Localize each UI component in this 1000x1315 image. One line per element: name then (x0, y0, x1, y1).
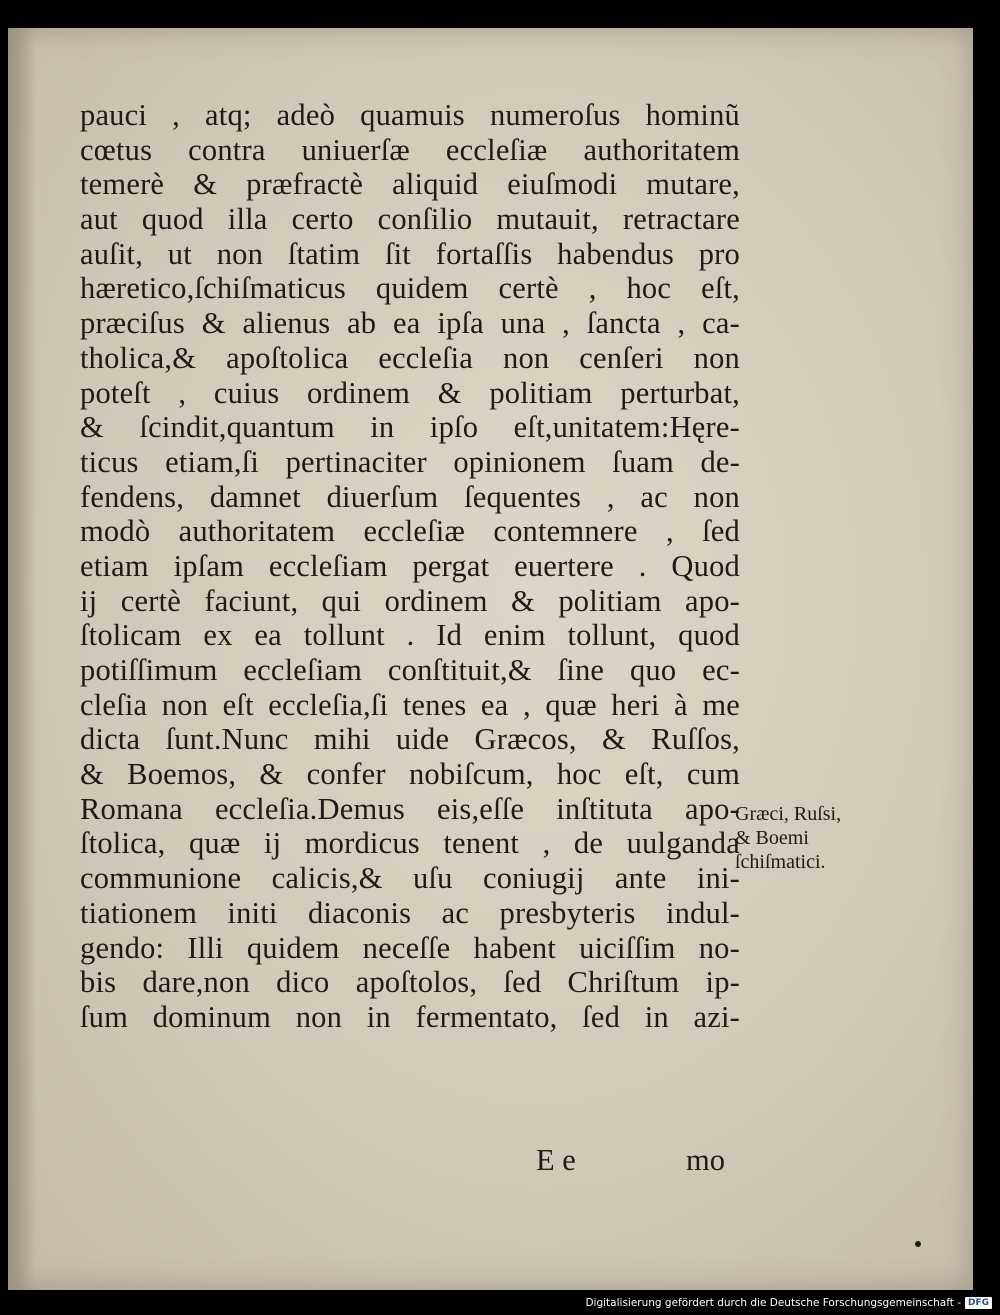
text-line: præciſus & alienus ab ea ipſa una , ſancta , ca- (80, 306, 740, 341)
footer-text: Digitalisierung gefördert durch die Deutsche Forschungsgemeinschaft - (585, 1297, 961, 1309)
text-line: aut quod illa certo conſilio mutauit, retractare (80, 202, 740, 237)
signature-mark: E e (536, 1143, 576, 1177)
text-line: gendo: Illi quidem neceſſe habent uiciſſim no- (80, 930, 740, 965)
ink-speck (915, 1241, 921, 1247)
marginal-note (735, 802, 885, 874)
page-gutter-shadow (8, 28, 36, 1290)
text-line: ij certè faciunt, qui ordinem & politiam apo- (80, 583, 740, 618)
text-line: etiam ipſam eccleſiam pergat euertere . Quod (80, 548, 740, 583)
book-page (8, 28, 973, 1290)
text-line: fendens, damnet diuerſum ſequentes , ac non (80, 479, 740, 514)
catchword: mo (686, 1143, 725, 1177)
body-text (80, 98, 740, 1035)
text-line: ticus etiam,ſi pertinaciter opinionem ſuam de- (80, 444, 740, 479)
text-line: hæretico,ſchiſmaticus quidem certè , hoc eſt, (80, 271, 740, 306)
text-line: & Boemos, & confer nobiſcum, hoc eſt, cum (80, 757, 740, 792)
text-line: Romana eccleſia.Demus eis,eſſe inſtituta apo- (80, 791, 740, 826)
text-line: temerè & præfractè aliquid eiuſmodi mutare, (80, 167, 740, 202)
text-line: & ſcindit,quantum in ipſo eſt,unitatem:Hęre- (80, 410, 740, 445)
text-line: bis dare,non dico apoſtolos, ſed Chriſtum ip- (80, 965, 740, 1000)
text-line: potiſſimum eccleſiam conſtituit,& ſine quo ec- (80, 653, 740, 687)
text-line: cleſia non eſt eccleſia,ſi tenes ea , quæ heri à me (80, 687, 740, 722)
text-line: tiationem initi diaconis ac presbyteris indul- (80, 895, 740, 930)
dfg-logo-icon: DFG (965, 1297, 992, 1309)
text-line: modò authoritatem eccleſiæ contemnere , ſed (80, 514, 740, 549)
marginal-note-line: Græci, Ruſsi, (735, 803, 842, 825)
text-line: poteſt , cuius ordinem & politiam perturbat, (80, 375, 740, 410)
digitization-footer (585, 1297, 992, 1309)
text-line: communione calicis,& uſu coniugij ante ini- (80, 861, 740, 896)
text-line: tholica,& apoſtolica eccleſia non cenſeri non (80, 340, 740, 375)
text-line: ſum dominum non in fermentato, ſed in azi- (80, 999, 740, 1034)
text-line: cœtus contra uniuerſæ eccleſiæ authoritatem (80, 132, 740, 167)
marginal-note-line: & Boemi (735, 827, 809, 849)
text-line: dicta ſunt.Nunc mihi uide Græcos, & Ruſſos, (80, 722, 740, 757)
text-line: auſit, ut non ſtatim ſit fortaſſis habendus pro (80, 236, 740, 271)
marginal-note-line: ſchiſmatici. (735, 851, 826, 873)
text-line: pauci , atq; adeò quamuis numeroſus hominũ (80, 98, 740, 132)
text-line: ſtolica, quæ ij mordicus tenent , de uulganda (80, 826, 740, 861)
text-line: ſtolicam ex ea tollunt . Id enim tollunt, quod (80, 618, 740, 653)
